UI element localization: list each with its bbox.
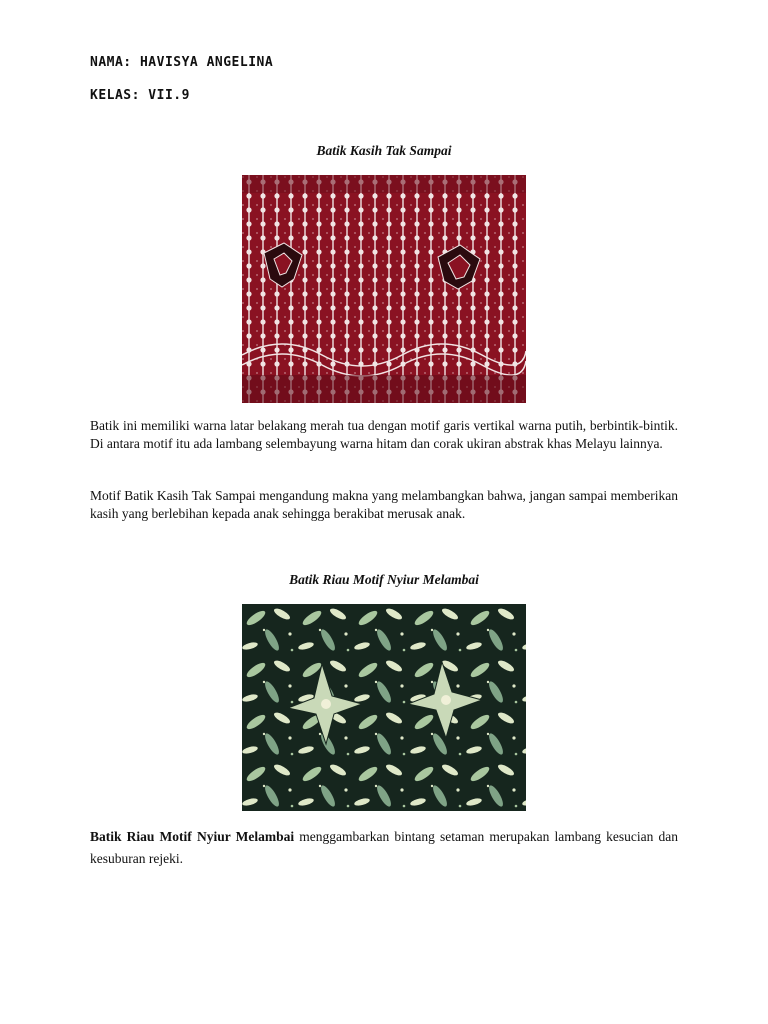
student-class-line: KELAS: VII.9 [90,88,190,103]
student-name-line: NAMA: HAVISYA ANGELINA [90,55,274,70]
batik-riau-nyiur-melambai-image [242,604,526,811]
batik-kasih-description: Batik ini memiliki warna latar belakang merah tua dengan motif garis vertikal warna putih, berbintik-bintik. Di antara motif itu ada lambang selembayung warna hitam dan corak ukiran abstrak khas Melayu lainnya. [90,418,678,451]
section-title-batik-riau: Batik Riau Motif Nyiur Melambai [289,572,479,587]
batik-kasih-meaning: Motif Batik Kasih Tak Sampai mengandung makna yang melambangkan bahwa, jangan sampai memberikan kasih yang berlebihan kepada anak sehingga berakibat merusak anak. [90,488,678,521]
batik-kasih-tak-sampai-image [242,175,526,403]
batik-riau-description-rest: menggambarkan bintang setaman merupakan lambang kesucian dan kesuburan rejeki. [90,829,678,866]
section-title-batik-kasih: Batik Kasih Tak Sampai [316,143,452,158]
batik-riau-description [90,826,678,870]
batik-riau-name-bold: Batik Riau Motif Nyiur Melambai [90,829,295,844]
